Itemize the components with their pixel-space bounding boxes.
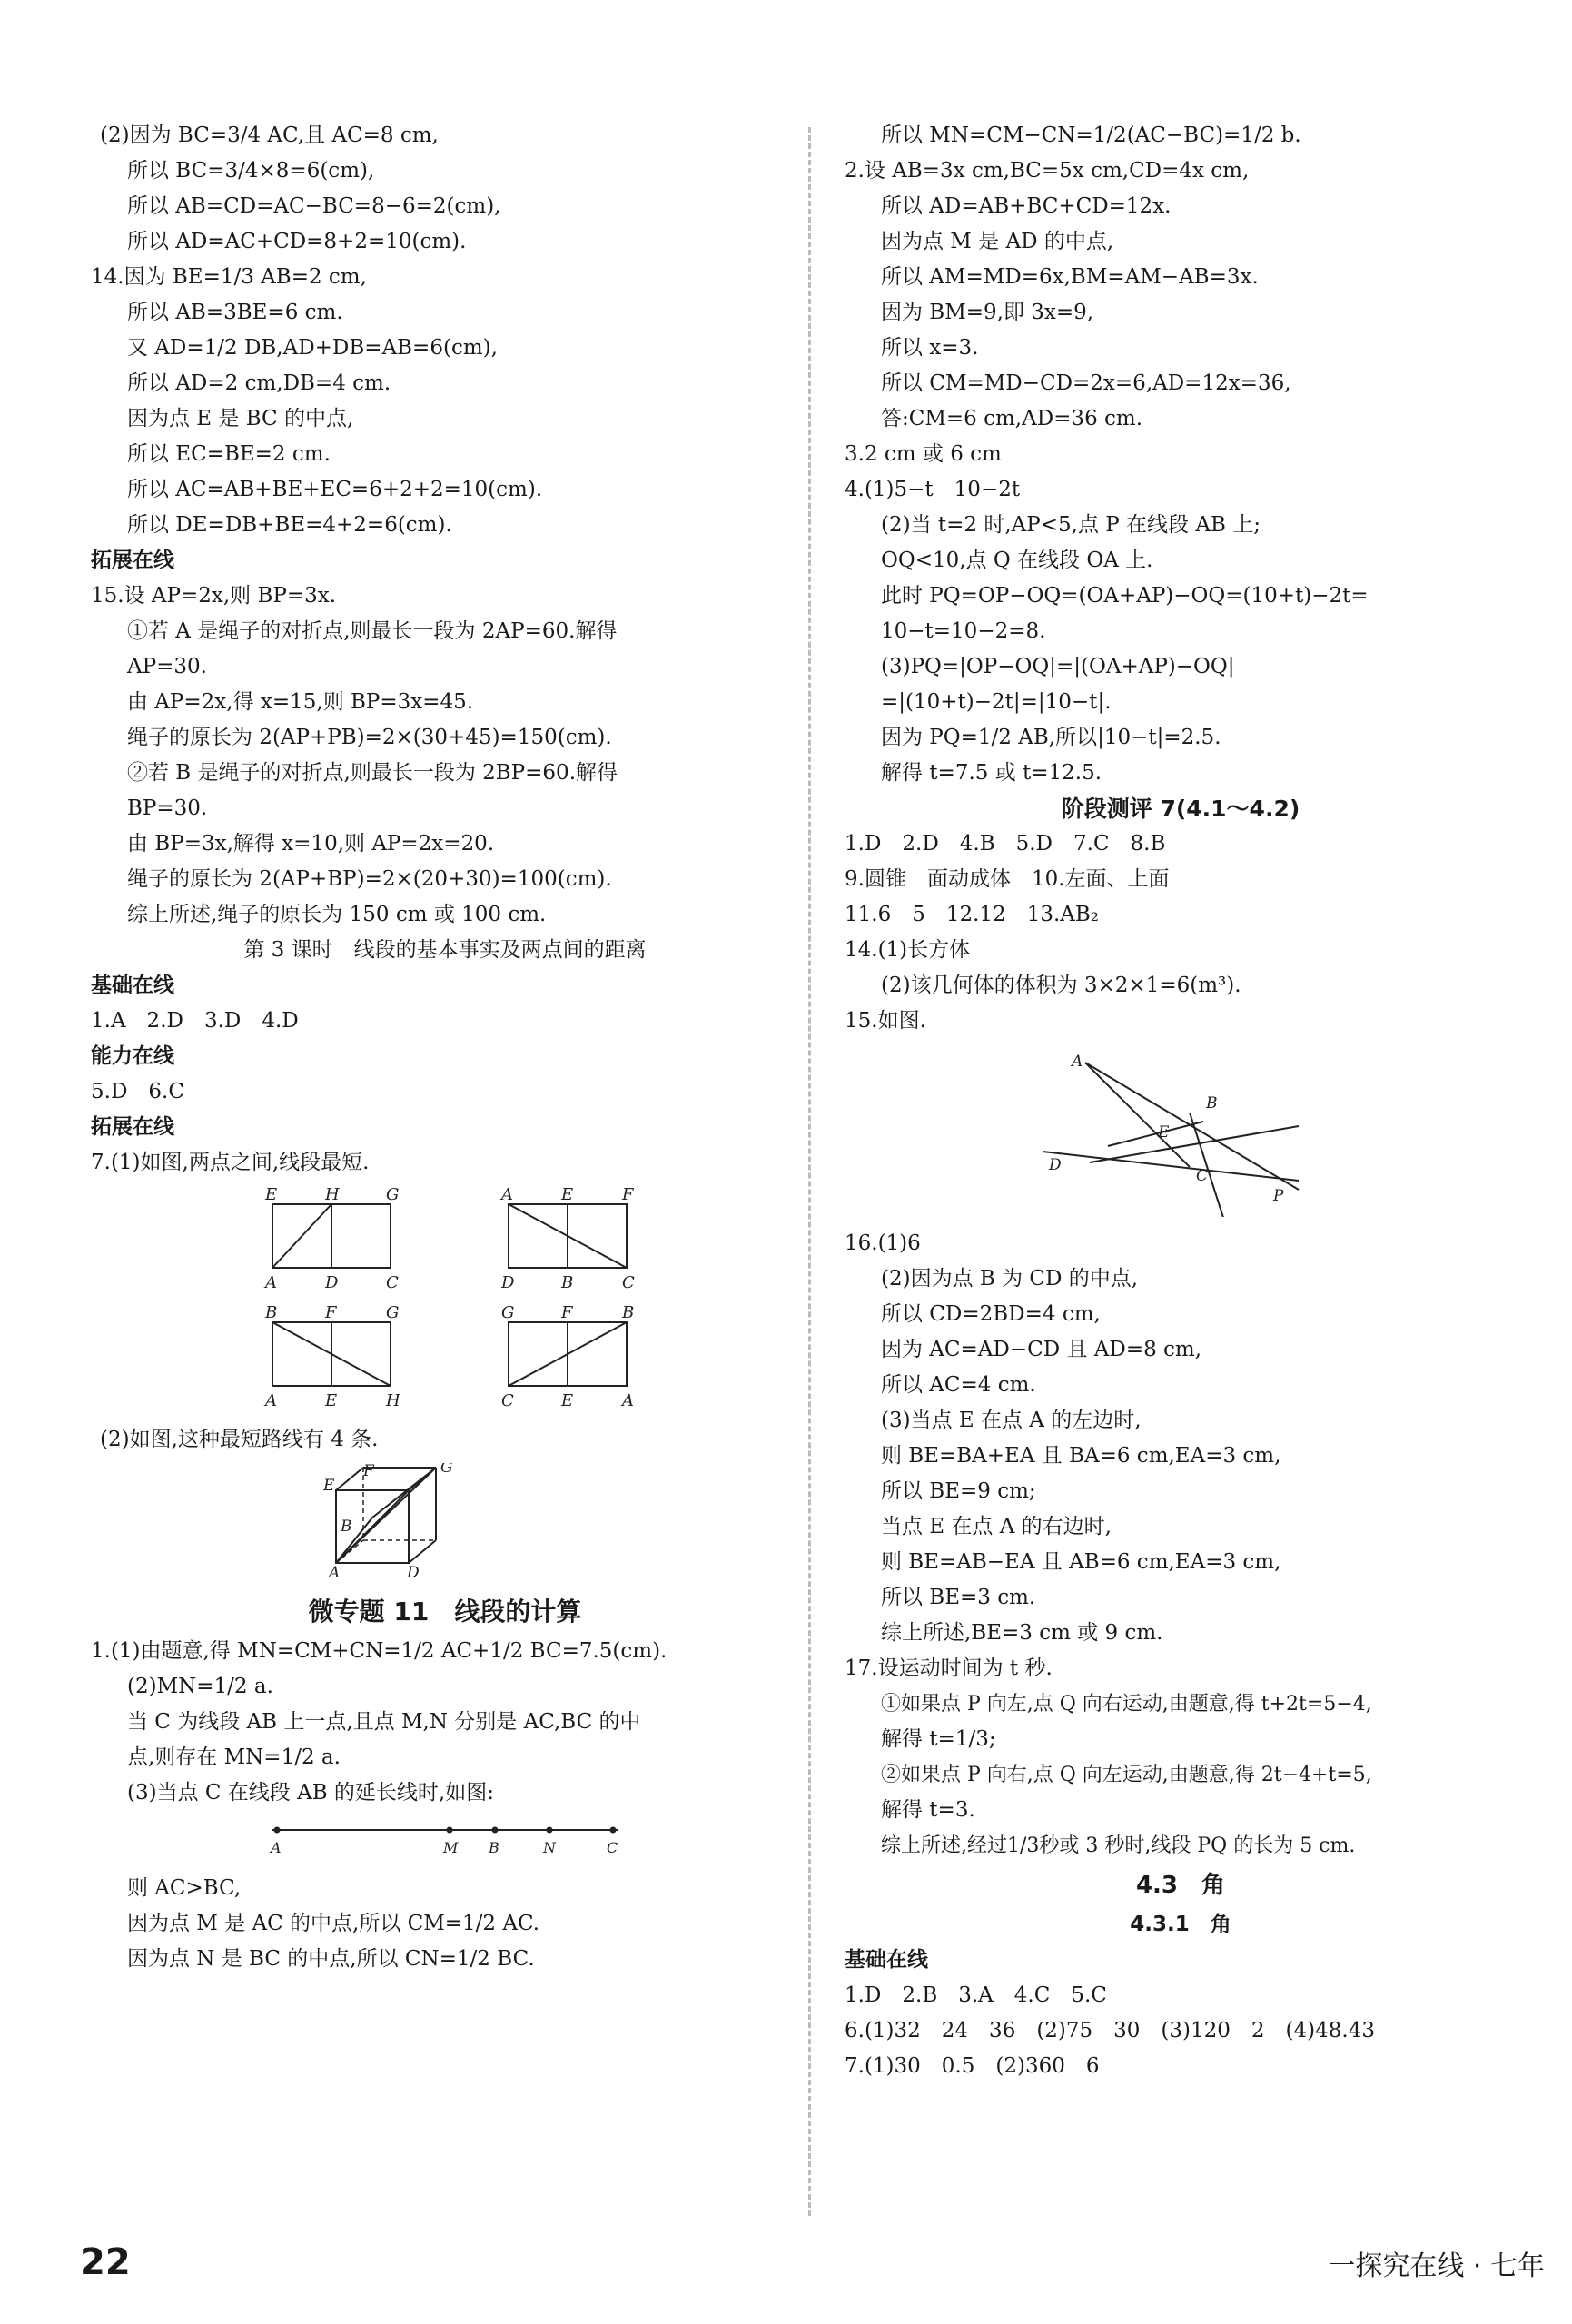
text-line: 5.D 6.C bbox=[91, 1080, 184, 1103]
text-line: (3)当点 E 在点 A 的左边时, bbox=[881, 1409, 1142, 1432]
text-line: 则 AC>BC, bbox=[127, 1876, 242, 1900]
text-line: 所以 BE=9 cm; bbox=[881, 1479, 1036, 1503]
text-line: 15.如图. bbox=[845, 1009, 926, 1033]
text-line: 因为 AC=AD−CD 且 AD=8 cm, bbox=[881, 1338, 1202, 1361]
svg-text:A: A bbox=[265, 1391, 277, 1410]
svg-text:E: E bbox=[265, 1186, 278, 1204]
footer-book-title: 一探究在线 · 七年 bbox=[1328, 2250, 1545, 2282]
svg-text:G: G bbox=[440, 1463, 453, 1477]
text-line: (2)如图,这种最短路线有 4 条. bbox=[100, 1428, 379, 1451]
text-line: 则 BE=BA+EA 且 BA=6 cm,EA=3 cm, bbox=[881, 1444, 1281, 1468]
text-line: 7.(1)如图,两点之间,线段最短. bbox=[91, 1151, 370, 1174]
svg-text:B: B bbox=[341, 1518, 352, 1536]
text-line: 所以 AB=CD=AC−BC=8−6=2(cm), bbox=[127, 194, 501, 218]
text-line: 3.2 cm 或 6 cm bbox=[845, 442, 1002, 466]
text-line: 点,则存在 MN=1/2 a. bbox=[127, 1745, 341, 1769]
svg-text:A: A bbox=[271, 1839, 282, 1856]
text-line: 17.设运动时间为 t 秒. bbox=[845, 1656, 1053, 1680]
svg-text:F: F bbox=[363, 1463, 374, 1480]
svg-text:P: P bbox=[1273, 1187, 1284, 1205]
text-line: (2)MN=1/2 a. bbox=[127, 1675, 273, 1698]
line-segment-figure bbox=[91, 1816, 799, 1862]
text-line: 1.D 2.B 3.A 4.C 5.C bbox=[845, 1983, 1107, 2007]
text-line: 所以 AD=AC+CD=8+2=10(cm). bbox=[127, 230, 467, 253]
svg-text:H: H bbox=[386, 1391, 400, 1410]
text-line: 则 BE=AB−EA 且 AB=6 cm,EA=3 cm, bbox=[881, 1550, 1281, 1574]
svg-text:H: H bbox=[325, 1186, 340, 1204]
text-line: ②若 B 是绳子的对折点,则最长一段为 2BP=60.解得 bbox=[127, 761, 618, 785]
page-number: 22 bbox=[80, 2241, 131, 2283]
svg-text:F: F bbox=[622, 1186, 634, 1204]
text-line: 因为点 E 是 BC 的中点, bbox=[127, 407, 354, 430]
text-line: (2)因为点 B 为 CD 的中点, bbox=[881, 1267, 1139, 1291]
svg-text:E: E bbox=[561, 1186, 574, 1204]
text-line: 由 AP=2x,得 x=15,则 BP=3x=45. bbox=[127, 690, 474, 714]
text-line: 因为 BM=9,即 3x=9, bbox=[881, 301, 1094, 324]
svg-text:G: G bbox=[501, 1303, 515, 1322]
text-line: 因为点 M 是 AC 的中点,所以 CM=1/2 AC. bbox=[127, 1912, 540, 1935]
text-line: 当点 E 在点 A 的右边时, bbox=[881, 1515, 1112, 1538]
micro-topic-title: 微专题 11 线段的计算 bbox=[308, 1597, 582, 1627]
svg-text:F: F bbox=[325, 1303, 337, 1322]
svg-text:B: B bbox=[489, 1839, 499, 1856]
svg-text:B: B bbox=[561, 1273, 574, 1292]
svg-text:E: E bbox=[1158, 1123, 1170, 1142]
text-line: 7.(1)30 0.5 (2)360 6 bbox=[845, 2054, 1100, 2078]
text-line: 绳子的原长为 2(AP+BP)=2×(20+30)=100(cm). bbox=[127, 867, 612, 891]
text-line: 所以 AM=MD=6x,BM=AM−AB=3x. bbox=[881, 265, 1259, 289]
text-line: 4.(1)5−t 10−2t bbox=[845, 478, 1021, 501]
text-line: (2)因为 BC=3/4 AC,且 AC=8 cm, bbox=[100, 124, 439, 147]
text-line: 2.设 AB=3x cm,BC=5x cm,CD=4x cm, bbox=[845, 159, 1250, 183]
svg-text:F: F bbox=[561, 1303, 573, 1322]
text-line: OQ<10,点 Q 在线段 OA 上. bbox=[881, 549, 1153, 572]
right-column bbox=[845, 118, 1517, 2084]
svg-text:D: D bbox=[407, 1564, 420, 1581]
intersecting-lines-figure bbox=[845, 1044, 1517, 1217]
svg-text:B: B bbox=[1206, 1094, 1218, 1113]
text-line: (2)当 t=2 时,AP<5,点 P 在线段 AB 上; bbox=[881, 513, 1261, 537]
text-line: 综上所述,绳子的原长为 150 cm 或 100 cm. bbox=[127, 903, 547, 926]
text-line: (3)PQ=|OP−OQ|=|(OA+AP)−OQ| bbox=[881, 655, 1235, 678]
text-line: 解得 t=1/3; bbox=[881, 1727, 996, 1751]
lesson-title: 第 3 课时 线段的基本事实及两点间的距离 bbox=[243, 938, 647, 962]
column-divider bbox=[808, 127, 811, 2216]
text-line: ②如果点 P 向右,点 Q 向左运动,由题意,得 2t−4+t=5, bbox=[881, 1764, 1372, 1786]
text-line: 所以 x=3. bbox=[881, 336, 979, 360]
text-line: 所以 MN=CM−CN=1/2(AC−BC)=1/2 b. bbox=[881, 124, 1301, 147]
text-line: 解得 t=3. bbox=[881, 1798, 975, 1822]
text-line: 所以 EC=BE=2 cm. bbox=[127, 442, 331, 466]
text-line: 所以 AC=4 cm. bbox=[881, 1373, 1036, 1397]
section-title: 4.3 角 bbox=[1135, 1872, 1226, 1899]
cube-figure bbox=[91, 1463, 799, 1581]
text-line: ①若 A 是绳子的对折点,则最长一段为 2AP=60.解得 bbox=[127, 619, 618, 643]
text-line: 综上所述,经过1/3秒或 3 秒时,线段 PQ 的长为 5 cm. bbox=[881, 1834, 1356, 1857]
text-line: 又 AD=1/2 DB,AD+DB=AB=6(cm), bbox=[127, 336, 498, 360]
text-line: 16.(1)6 bbox=[845, 1231, 921, 1255]
text-line: 所以 AD=2 cm,DB=4 cm. bbox=[127, 371, 391, 395]
text-line: 因为点 N 是 BC 的中点,所以 CN=1/2 BC. bbox=[127, 1947, 535, 1971]
svg-text:C: C bbox=[1196, 1167, 1209, 1185]
text-line: 14.(1)长方体 bbox=[845, 938, 971, 962]
text-line: 所以 BE=3 cm. bbox=[881, 1586, 1036, 1609]
text-line: 1.D 2.D 4.B 5.D 7.C 8.B bbox=[845, 832, 1166, 855]
svg-text:D: D bbox=[501, 1273, 515, 1292]
text-line: 1.(1)由题意,得 MN=CM+CN=1/2 AC+1/2 BC=7.5(cm). bbox=[91, 1639, 667, 1663]
text-line: 15.设 AP=2x,则 BP=3x. bbox=[91, 584, 337, 608]
section-heading: 能力在线 bbox=[91, 1044, 174, 1068]
stage-test-title: 阶段测评 7(4.1～4.2) bbox=[1061, 796, 1300, 822]
text-line: 所以 AB=3BE=6 cm. bbox=[127, 301, 343, 324]
text-line: 答:CM=6 cm,AD=36 cm. bbox=[881, 407, 1143, 430]
text-line: 由 BP=3x,解得 x=10,则 AP=2x=20. bbox=[127, 832, 495, 855]
text-line: 6.(1)32 24 36 (2)75 30 (3)120 2 (4)48.43 bbox=[845, 2019, 1375, 2042]
text-line: 此时 PQ=OP−OQ=(OA+AP)−OQ=(10+t)−2t= bbox=[881, 584, 1369, 608]
svg-text:E: E bbox=[323, 1477, 335, 1495]
text-line: 所以 BC=3/4×8=6(cm), bbox=[127, 159, 375, 183]
svg-text:E: E bbox=[325, 1391, 338, 1410]
svg-text:B: B bbox=[622, 1303, 635, 1322]
text-line: 因为 PQ=1/2 AB,所以|10−t|=2.5. bbox=[881, 726, 1221, 749]
svg-text:D: D bbox=[1049, 1156, 1062, 1174]
text-line: 14.因为 BE=1/3 AB=2 cm, bbox=[91, 265, 367, 289]
text-line: (2)该几何体的体积为 3×2×1=6(m³). bbox=[881, 974, 1241, 997]
svg-text:B: B bbox=[265, 1303, 278, 1322]
text-line: 所以 DE=DB+BE=4+2=6(cm). bbox=[127, 513, 452, 537]
svg-text:G: G bbox=[386, 1303, 400, 1322]
text-line: 所以 CD=2BD=4 cm, bbox=[881, 1302, 1101, 1326]
text-line: 解得 t=7.5 或 t=12.5. bbox=[881, 761, 1102, 785]
section-heading: 拓展在线 bbox=[91, 549, 174, 572]
text-line: BP=30. bbox=[127, 796, 208, 820]
svg-text:D: D bbox=[325, 1273, 339, 1292]
subsection-title: 4.3.1 角 bbox=[1130, 1913, 1231, 1936]
text-line: 综上所述,BE=3 cm 或 9 cm. bbox=[881, 1621, 1163, 1645]
svg-text:A: A bbox=[1072, 1053, 1083, 1071]
svg-text:C: C bbox=[622, 1273, 635, 1292]
svg-text:M: M bbox=[443, 1839, 459, 1856]
text-line: 所以 AD=AB+BC+CD=12x. bbox=[881, 194, 1172, 218]
svg-text:A: A bbox=[265, 1273, 277, 1292]
svg-text:G: G bbox=[386, 1186, 400, 1204]
text-line: =|(10+t)−2t|=|10−t|. bbox=[881, 690, 1112, 714]
text-line: 当 C 为线段 AB 上一点,且点 M,N 分别是 AC,BC 的中 bbox=[127, 1710, 641, 1734]
text-line: 9.圆锥 面动成体 10.左面、上面 bbox=[845, 867, 1170, 891]
text-line: 11.6 5 12.12 13.AB₂ bbox=[845, 903, 1099, 926]
text-line: ①如果点 P 向左,点 Q 向右运动,由题意,得 t+2t=5−4, bbox=[881, 1693, 1372, 1716]
section-heading: 基础在线 bbox=[91, 974, 174, 997]
svg-text:A: A bbox=[329, 1564, 341, 1581]
svg-text:C: C bbox=[386, 1273, 399, 1292]
section-heading: 基础在线 bbox=[845, 1948, 928, 1972]
text-line: 10−t=10−2=8. bbox=[881, 619, 1046, 643]
rectangle-paths-figure bbox=[91, 1186, 799, 1413]
text-line: 因为点 M 是 AD 的中点, bbox=[881, 230, 1114, 253]
svg-text:C: C bbox=[607, 1839, 618, 1856]
svg-text:E: E bbox=[561, 1391, 574, 1410]
text-line: 1.A 2.D 3.D 4.D bbox=[91, 1009, 299, 1033]
text-line: (3)当点 C 在线段 AB 的延长线时,如图: bbox=[127, 1781, 494, 1805]
svg-text:C: C bbox=[501, 1391, 514, 1410]
section-heading: 拓展在线 bbox=[91, 1115, 174, 1139]
text-line: 绳子的原长为 2(AP+PB)=2×(30+45)=150(cm). bbox=[127, 726, 612, 749]
text-line: 所以 CM=MD−CD=2x=6,AD=12x=36, bbox=[881, 371, 1291, 395]
text-line: AP=30. bbox=[127, 655, 207, 678]
svg-text:A: A bbox=[622, 1391, 634, 1410]
text-line: 所以 AC=AB+BE+EC=6+2+2=10(cm). bbox=[127, 478, 543, 501]
svg-text:N: N bbox=[543, 1839, 556, 1856]
left-column bbox=[91, 118, 799, 1977]
svg-text:A: A bbox=[501, 1186, 513, 1204]
